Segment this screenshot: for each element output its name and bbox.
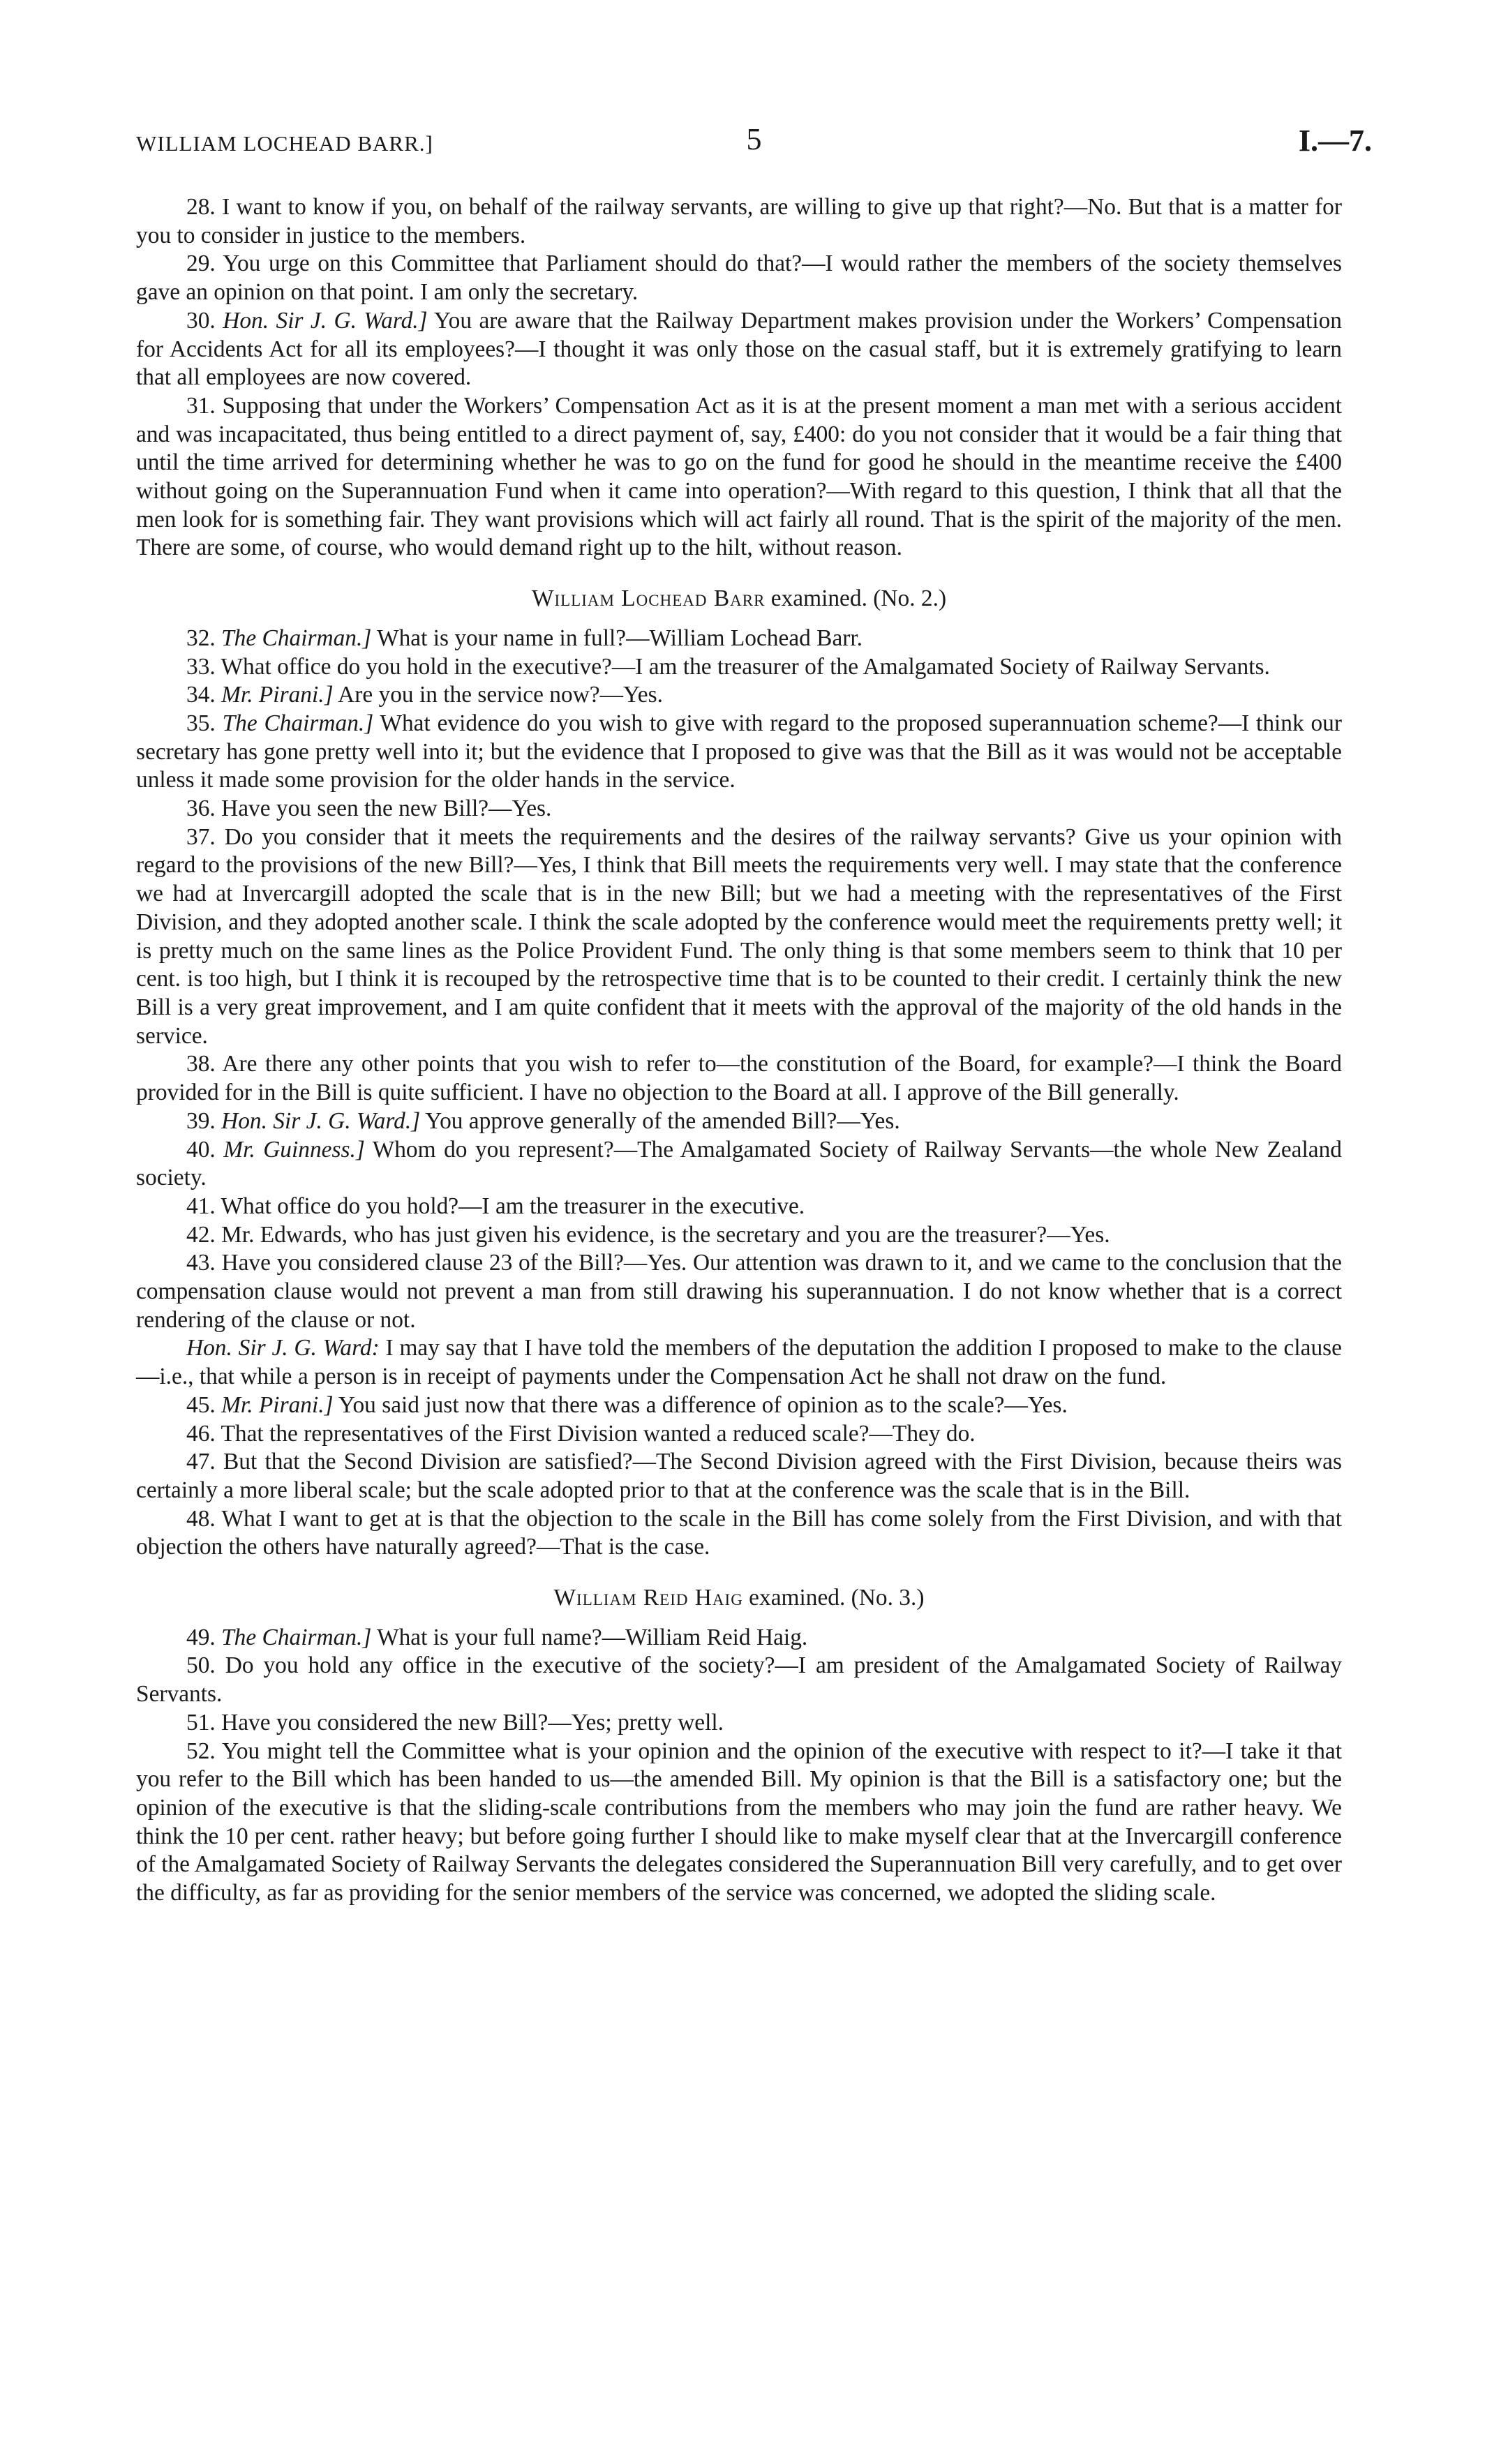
question-paragraph (136, 625, 1342, 653)
question-number: 47. (186, 1449, 216, 1475)
speaker: Mr. Pirani.] (221, 1391, 334, 1418)
speaker: Hon. Sir J. G. Ward: (186, 1335, 380, 1361)
question-paragraph (136, 250, 1342, 306)
paragraph-text: What I want to get at is that the objection to the scale in the Bill has come solely from the First Division, and with that objection the others have naturally agreed?—That is the case. (136, 1505, 1343, 1560)
question-paragraph (136, 681, 1342, 710)
question-paragraph (136, 1136, 1342, 1193)
paragraph-text: What office do you hold in the executive?—I am the treasurer of the Amalgamated Society of Railway Servants. (221, 653, 1270, 680)
question-paragraph (136, 1249, 1342, 1334)
paragraph-text: But that the Second Division are satisfied?—The Second Division agreed with the First Division, because theirs was certainly a more liberal scale; but the scale adopted prior to that at the conference was the scale that is in the Bill. (136, 1449, 1342, 1503)
question-paragraph (136, 1738, 1342, 1908)
page-number: 5 (746, 122, 762, 156)
question-number: 52. (186, 1738, 216, 1764)
question-number: 36. (186, 796, 216, 822)
paragraph-text: Have you seen the new Bill?—Yes. (221, 796, 552, 822)
evidence-text (136, 193, 1342, 1908)
question-paragraph (136, 1448, 1342, 1504)
question-paragraph (136, 1050, 1342, 1107)
question-number: 32. (186, 625, 216, 651)
question-number: 40. (186, 1136, 216, 1163)
question-number: 42. (186, 1221, 216, 1248)
paragraph-text: Do you hold any office in the executive of the society?—I am president of the Amalgamated Society of Railway Servants. (136, 1652, 1342, 1708)
paragraph-text: Are you in the service now?—Yes. (338, 682, 663, 708)
question-number: 33. (186, 653, 216, 680)
paragraph-text: What is your full name?—William Reid Haig. (377, 1624, 808, 1650)
paragraph-text: I want to know if you, on behalf of the railway servants, are willing to give up that right?—No. But that is a matter for you to consider in justice to the members. (136, 194, 1342, 248)
header-witness-name: WILLIAM LOCHEAD BARR.] (136, 131, 433, 156)
question-paragraph (136, 1505, 1342, 1562)
speaker: Hon. Sir J. G. Ward.] (221, 1107, 421, 1134)
paragraph-text: Have you considered the new Bill?—Yes; pretty well. (221, 1709, 724, 1735)
question-paragraph (136, 1709, 1342, 1738)
question-number: 38. (186, 1051, 216, 1077)
question-paragraph (136, 1391, 1342, 1420)
question-number: 39. (186, 1107, 216, 1134)
question-number: 41. (186, 1193, 216, 1219)
running-header (136, 119, 1372, 167)
heading-text: examined. (No. 2.) (770, 585, 947, 612)
question-paragraph (136, 1652, 1342, 1708)
paragraph-text: Supposing that under the Workers’ Compensation Act as it is at the present moment a man met with a serious accident and was incapacitated, thus being entitled to a direct payment of, say, £400: do you not consider that it would be a fair thing that until the time arrived for determining whether he was to go on the fund for good he should in the meantime receive the £400 without going on the Superannuation Fund when it came into operation?—With regard to this question, I think that all that the men look for is something fair. They want provisions which will act fairly all round. That is the spirit of the majority of the men. There are some, of course, who would demand right up to the hilt, without reason. (136, 392, 1342, 561)
heading-text: examined. (No. 3.) (749, 1585, 925, 1611)
question-number: 51. (186, 1709, 216, 1735)
question-number: 31. (186, 392, 216, 419)
paragraph-text: You said just now that there was a difference of opinion as to the scale?—Yes. (338, 1391, 1068, 1418)
question-paragraph (136, 193, 1342, 250)
paragraph-text: You might tell the Committee what is your opinion and the opinion of the executive with respect to it?—I take it that you refer to the Bill which has been handed to us—the amended Bill. My opinion is that the Bill is a satisfactory one; but the opinion of the executive is that the sliding-scale contributions from the members who may join the fund are rather heavy. We think the 10 per cent. rather heavy; but before going further I should like to make myself clear that at the Invercargill conference of the Amalgamated Society of Railway Servants the delegates considered the Superannuation Bill very carefully, and to get over the difficulty, as far as providing for the senior members of the service was concerned, we adopted the sliding scale. (136, 1738, 1343, 1906)
witness-name: William Reid Haig (553, 1585, 743, 1611)
speaker: The Chairman.] (221, 625, 372, 651)
question-number: 46. (186, 1420, 216, 1447)
paragraph-text: You urge on this Committee that Parliament should do that?—I would rather the members of the society themselves gave an opinion on that point. I am only the secretary. (136, 251, 1343, 306)
question-number: 45. (186, 1391, 216, 1418)
paragraph-text: That the representatives of the First Division wanted a reduced scale?—They do. (221, 1420, 976, 1447)
question-number: 37. (186, 823, 216, 850)
speaker: Hon. Sir J. G. Ward.] (223, 307, 428, 334)
document-reference: I.—7. (1298, 124, 1372, 158)
question-paragraph (136, 1624, 1342, 1652)
question-paragraph (136, 1193, 1342, 1221)
question-paragraph (136, 653, 1342, 682)
paragraph-text: Have you considered clause 23 of the Bill?—Yes. Our attention was drawn to it, and we came to the conclusion that the compensation clause would not prevent a man from still drawing his superannuation. I do not know whether that is a correct rendering of the clause or not. (136, 1250, 1342, 1333)
paragraph-text: You are aware that the Railway Department makes provision under the Workers’ Compensation for Accidents Act for all its employees?—I thought it was only those on the casual staff, but it is extremely gratifying to learn that all employees are now covered. (136, 307, 1342, 391)
paragraph-text: Whom do you represent?—The Amalgamated Society of Railway Servants—the whole New Zealand society. (136, 1136, 1342, 1191)
paragraph-text: What evidence do you wish to give with regard to the proposed superannuation scheme?—I think our secretary has gone pretty well into it; but the evidence that I proposed to give was that the Bill as it was would not be acceptable unless it made some provision for the older hands in the service. (136, 710, 1343, 793)
question-paragraph (136, 1221, 1342, 1250)
speaker: The Chairman.] (222, 710, 374, 736)
question-paragraph (136, 795, 1342, 823)
section-heading (136, 585, 1342, 613)
question-number: 43. (186, 1250, 216, 1276)
question-number: 48. (186, 1505, 216, 1532)
speaker: Mr. Guinness.] (223, 1136, 365, 1163)
question-number: 28. (186, 194, 216, 220)
question-paragraph (136, 307, 1342, 392)
paragraph-text: Are there any other points that you wish to refer to—the constitution of the Board, for example?—I think the Board provided for in the Bill is quite sufficient. I have no objection to the Board at all. I approve of the Bill generally. (136, 1051, 1342, 1106)
question-paragraph (136, 1334, 1342, 1391)
witness-name: William Lochead Barr (531, 585, 766, 612)
speaker: The Chairman.] (221, 1624, 372, 1650)
question-paragraph (136, 1420, 1342, 1449)
paragraph-text: Do you consider that it meets the requirements and the desires of the railway servants? Give us your opinion with regard to the provisions of the new Bill?—Yes, I think that Bill meets the requirements very well. I may state that the conference we had at Invercargill adopted the scale that is in the new Bill; but we had a meeting with the representatives of the First Division, and they adopted another scale. I think the scale adopted by the conference would meet the requirements pretty well; it is pretty much on the same lines as the Police Provident Fund. The only thing is that some members seem to think that 10 per cent. is too high, but I think it is recouped by the retrospective time that is to be counted to their credit. I certainly think the new Bill is a very great improvement, and I am quite confident that it meets with the approval of the majority of the old hands in the service. (136, 823, 1342, 1049)
question-paragraph (136, 1107, 1342, 1136)
paragraph-text: What is your name in full?—William Lochead Barr. (377, 625, 863, 651)
paragraph-text: Mr. Edwards, who has just given his evidence, is the secretary and you are the treasurer?—Yes. (221, 1221, 1110, 1248)
question-paragraph (136, 710, 1342, 795)
question-number: 35. (186, 710, 216, 736)
question-number: 30. (186, 307, 216, 334)
paragraph-text: You approve generally of the amended Bill?—Yes. (425, 1107, 900, 1134)
question-number: 29. (186, 251, 216, 277)
question-number: 34. (186, 682, 216, 708)
question-number: 49. (186, 1624, 216, 1650)
question-paragraph (136, 392, 1342, 562)
question-number: 50. (186, 1652, 216, 1679)
section-heading (136, 1584, 1342, 1613)
paragraph-text: I may say that I have told the members of the deputation the addition I proposed to make to the clause—i.e., that while a person is in receipt of payments under the Compensation Act he shall not draw on the fund. (136, 1335, 1342, 1390)
question-paragraph (136, 823, 1342, 1051)
speaker: Mr. Pirani.] (221, 682, 334, 708)
paragraph-text: What office do you hold?—I am the treasurer in the executive. (221, 1193, 805, 1219)
